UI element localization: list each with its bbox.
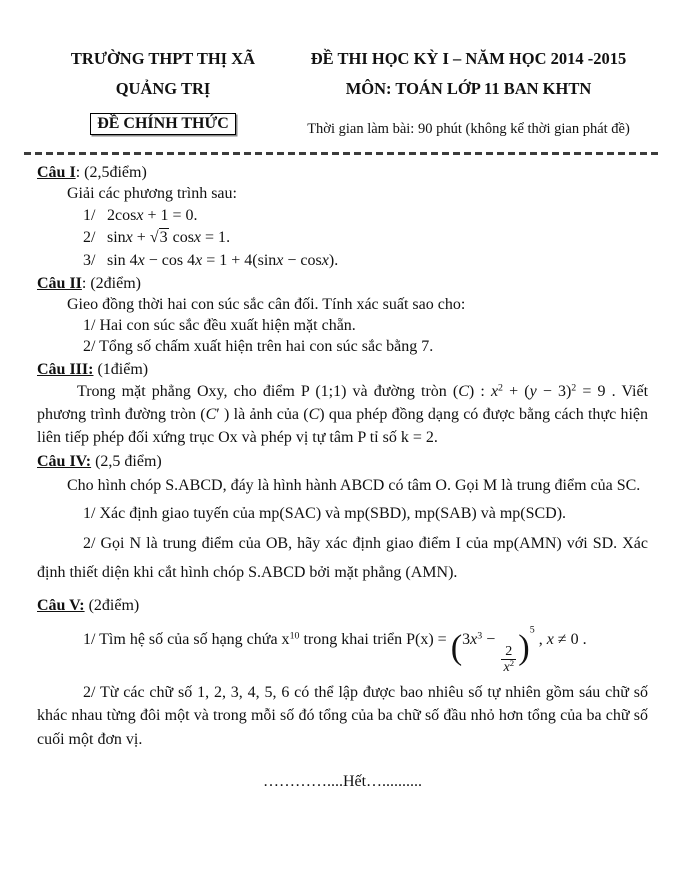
question-1-equation-2 (37, 227, 648, 249)
question-5-points: (2điểm) (84, 597, 140, 614)
header-right-column (289, 44, 648, 141)
question-1-label: Câu I (37, 163, 76, 181)
equation-2-math: sinx + √ 3 cosx = 1. (107, 228, 230, 246)
equation-1-number: 1/ (83, 206, 96, 224)
question-5-label: Câu V: (37, 597, 85, 614)
question-4-item-1: 1/ Xác định giao tuyến của mp(SAC) và mp(SBD), mp(SAB) và mp(SCD). (83, 505, 567, 522)
question-1-equation-1 (37, 205, 648, 227)
school-name-line2: QUẢNG TRỊ (115, 79, 211, 98)
question-4-heading (37, 451, 648, 472)
exam-subject: MÔN: TOÁN LỚP 11 BAN KHTN (345, 79, 592, 98)
question-3-heading (37, 359, 648, 380)
header-left-column (37, 44, 289, 135)
question-5-item-1: 1/ Tìm hệ số của số hạng chứa $x^{10}$ trong khai triển $P(x) = (3x^3$ − $\frac{2}{x^2}$ )$^5$ , x ≠ 0 . (83, 624, 587, 675)
question-1-intro: Giải các phương trình sau: (67, 184, 237, 202)
equation-3-number: 3/ (83, 251, 96, 269)
exam-duration: Thời gian làm bài: 90 phút (không kể thời gian phát đề) (307, 121, 630, 137)
question-5-item-2: 2/ Từ các chữ số 1, 2, 3, 4, 5, 6 có thể lập được bao nhiêu số tự nhiên gồm sáu chữ số khác nhau từng đôi một và trong mỗi số đó tổng của ba chữ số đầu nhỏ hơn tổng của ba chữ số cuối một đơn vị. (37, 683, 648, 748)
question-4-intro: Cho hình chóp S.ABCD, đáy là hình hành ABCD có tâm O. Gọi M là trung điểm của SC. (67, 477, 641, 494)
question-3-body: Trong mặt phẳng Oxy, cho điểm P (1;1) và đường tròn (C) : $x^2 + (y - 3)^2 = 9$ . Viết phương trình đường tròn (C′ ) là ảnh của (C) qua phép đồng dạng có được bằng cách thực hiện liên tiếp phép đối xứng trục Ox và phép vị tự tâm P tỉ số k = 2. (37, 382, 649, 446)
question-1-equation-3 (37, 250, 648, 272)
question-3-label: Câu III: (37, 361, 94, 378)
question-2-intro: Gieo đồng thời hai con súc sắc cân đối. Tính xác suất sao cho: (67, 296, 466, 313)
end-of-exam-line: …………....Hết….......... (262, 773, 423, 791)
dashed-separator (24, 152, 661, 155)
question-3-points: (1điểm) (93, 361, 149, 378)
school-name-line1: TRƯỜNG THPT THỊ XÃ (70, 49, 256, 68)
question-1-points: : (2,5điểm) (75, 163, 147, 181)
question-2-heading (37, 273, 648, 294)
document-header (37, 44, 648, 141)
question-2-item-1: 1/ Hai con súc sắc đều xuất hiện mặt chẵn. (83, 317, 356, 334)
equation-3-math: sin 4x − cos 4x = 1 + 4(sinx − cosx). (107, 251, 339, 269)
question-4-item-2: 2/ Gọi N là trung điểm của OB, hãy xác định giao điểm I của mp(AMN) với SD. Xác định thiết diện khi cắt hình chóp S.ABCD bởi mặt phẳng (AMN). (37, 535, 648, 581)
question-4-label: Câu IV: (37, 453, 92, 470)
question-4-points: (2,5 điểm) (91, 453, 162, 470)
question-2-item-2: 2/ Tổng số chấm xuất hiện trên hai con súc sắc bằng 7. (83, 338, 434, 355)
equation-1-math: 2cosx + 1 = 0. (107, 206, 198, 224)
question-2-points: : (2điểm) (81, 275, 141, 292)
question-2-label: Câu II (37, 275, 82, 292)
question-1-heading (37, 162, 648, 183)
equation-2-number: 2/ (83, 229, 96, 246)
exam-title: ĐỀ THI HỌC KỲ I – NĂM HỌC 2014 -2015 (310, 49, 627, 68)
question-5-heading (37, 595, 648, 616)
official-exam-label: ĐỀ CHÍNH THỨC (97, 115, 229, 132)
official-exam-badge (90, 113, 236, 135)
